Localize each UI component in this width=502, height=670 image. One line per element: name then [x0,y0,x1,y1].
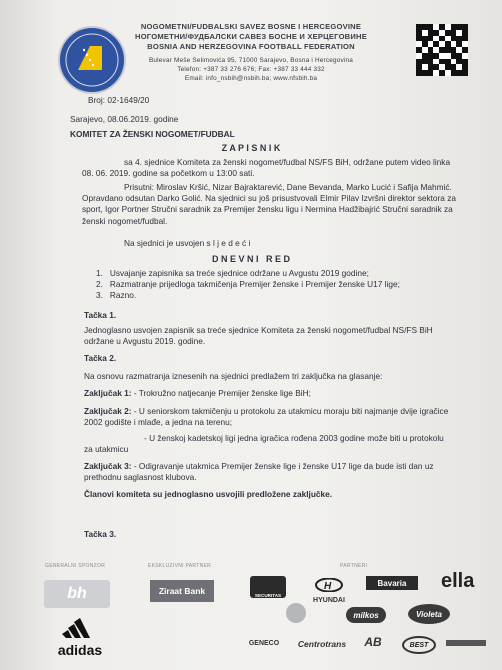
point-2-intro: Na osnovu razmatranja iznesenih na sjednici predlažem tri zaključka na glasanje: [84,371,383,381]
sponsor-best-logo: BEST [402,636,436,654]
point-3-heading: Tačka 3. [84,529,117,539]
agenda-item: 1. Usvajanje zapisnika sa treće sjednice održane u Avgustu 2019 godine; [96,268,369,278]
agenda-item: 3. Razno. [96,290,137,301]
committee-name: KOMITET ZA ŽENSKI NOGOMET/FUDBAL [70,129,235,139]
header-line-1: NOGOMETNI/FUDBALSKI SAVEZ BOSNE I HERCEGOVINE [140,22,362,31]
sponsor-ziraat-logo: Ziraat Bank [150,580,214,602]
sponsor-adidas-logo: adidas [50,614,110,657]
intro-paragraph-3: Na sjednici je usvojen s l j e d e ć i [124,238,251,248]
sponsor-label-partners: PARTNERI [340,563,368,569]
document-date: Sarajevo, 08.06.2019. godine [70,114,179,124]
sponsor-extra-logo [446,640,486,646]
intro-paragraph-2: Prisutni: Miroslav Kršić, Nizar Bajraktarević, Dane Bevanda, Marko Lucić i Safija Mahmić. Opravdano odsutan Darko Golić. Na sjednici su još prisustvovali Elmir Pilav Izvršni direktor sektora za sport, Igor Portner Stručni saradnik za Premijer žensku ligu i Nermina Hadžibajrić Stručni saradnik za ženski nogomet/fudbal. [82,182,456,226]
agenda-item: 2. Razmatranje prijedloga takmičenja Premijer ženske i Premijer ženske U17 lige; [96,279,400,290]
sponsor-milkos-logo: milkos [346,607,386,623]
conclusion-2: Zaključak 2: - U seniorskom takmičenju u protokolu za utakmicu moraju biti najmanje dvije igračice 2002 godište i mlađe, a jedna na terenu; [84,406,449,428]
conclusion-3: Zaključak 3: - Odigravanje utakmica Premijer ženske lige i ženske U17 lige da bude isti dan uz prethodnu saglasnost klubova. [84,461,434,483]
point-1-heading: Tačka 1. [84,310,117,320]
header-address: Bulevar Meše Selimovića 95, 71000 Sarajevo, Bosna i Hercegovina [148,57,354,64]
point-2-heading: Tačka 2. [84,353,117,363]
conclusion-2b: - U ženskoj kadetskoj ligi jedna igračica rođena 2003 godine može biti u protokolu za utakmicu [84,433,444,455]
adidas-stripes-icon [62,614,98,638]
conclusion-1: Zaključak 1: - Trokružno natjecanje Premijer ženske lige BiH; [84,388,311,398]
sponsor-label-main: EKSKLUZIVNI PARTNER [148,563,212,569]
sponsor-ella-logo: ella [441,570,475,592]
agenda-title: D N E V N I R E D [211,254,290,264]
sponsor-securitas-logo: SECURITAS [250,576,286,598]
sponsor-violeta-logo: Violeta [408,604,450,624]
qr-code [416,24,468,76]
conclusion-summary: Članovi komiteta su jednoglasno usvojili predložene zaključke. [84,489,333,499]
hyundai-emblem-icon [315,578,343,592]
intro-paragraph-1: sa 4. sjednice Komiteta za ženski nogomet/fudbal NS/FS BiH, održane putem video linka 08. 06. 2019. godine sa početkom u 13:00 sati. [82,157,451,179]
header-line-2: НОГОМЕТНИ/ФУДБАЛСКИ САВЕЗ БОСНЕ И ХЕРЦЕГОВИНЕ [135,32,367,41]
document-number: Broj: 02-1649/20 [88,95,150,105]
sponsor-geneco-logo: GENECO [248,640,280,647]
svg-text:H: H [324,581,332,592]
document-title: Z A P I S N I K [221,143,281,153]
sponsor-label-general: GENERALNI SPONZOR [45,563,106,569]
agenda-list [96,268,456,302]
header-line-3: BOSNIA AND HERZEGOVINA FOOTBALL FEDERATION [147,42,355,51]
header-email: Email: info_nsbih@nsbih.ba; www.nfsbih.ba [184,75,318,82]
sponsor-centrotrans-logo: Centrotrans [297,639,347,649]
sponsor-hyundai-logo: H HYUNDAI [304,578,354,604]
point-1-text: Jednoglasno usvojen zapisnik sa treće sjednice Komiteta za ženski nogomet/fudbal NS/FS BiH održane u Avgustu 2019. godine. [84,325,433,347]
sponsor-crest-icon [286,603,306,623]
sponsor-ab-logo: AB [364,635,382,649]
header-phone: Telefon: +387 33 276 676; Fax: +387 33 444 332 [177,66,325,73]
sponsor-bh-logo: bh [44,580,110,608]
sponsor-bavaria-logo: Bavaria [366,576,418,590]
